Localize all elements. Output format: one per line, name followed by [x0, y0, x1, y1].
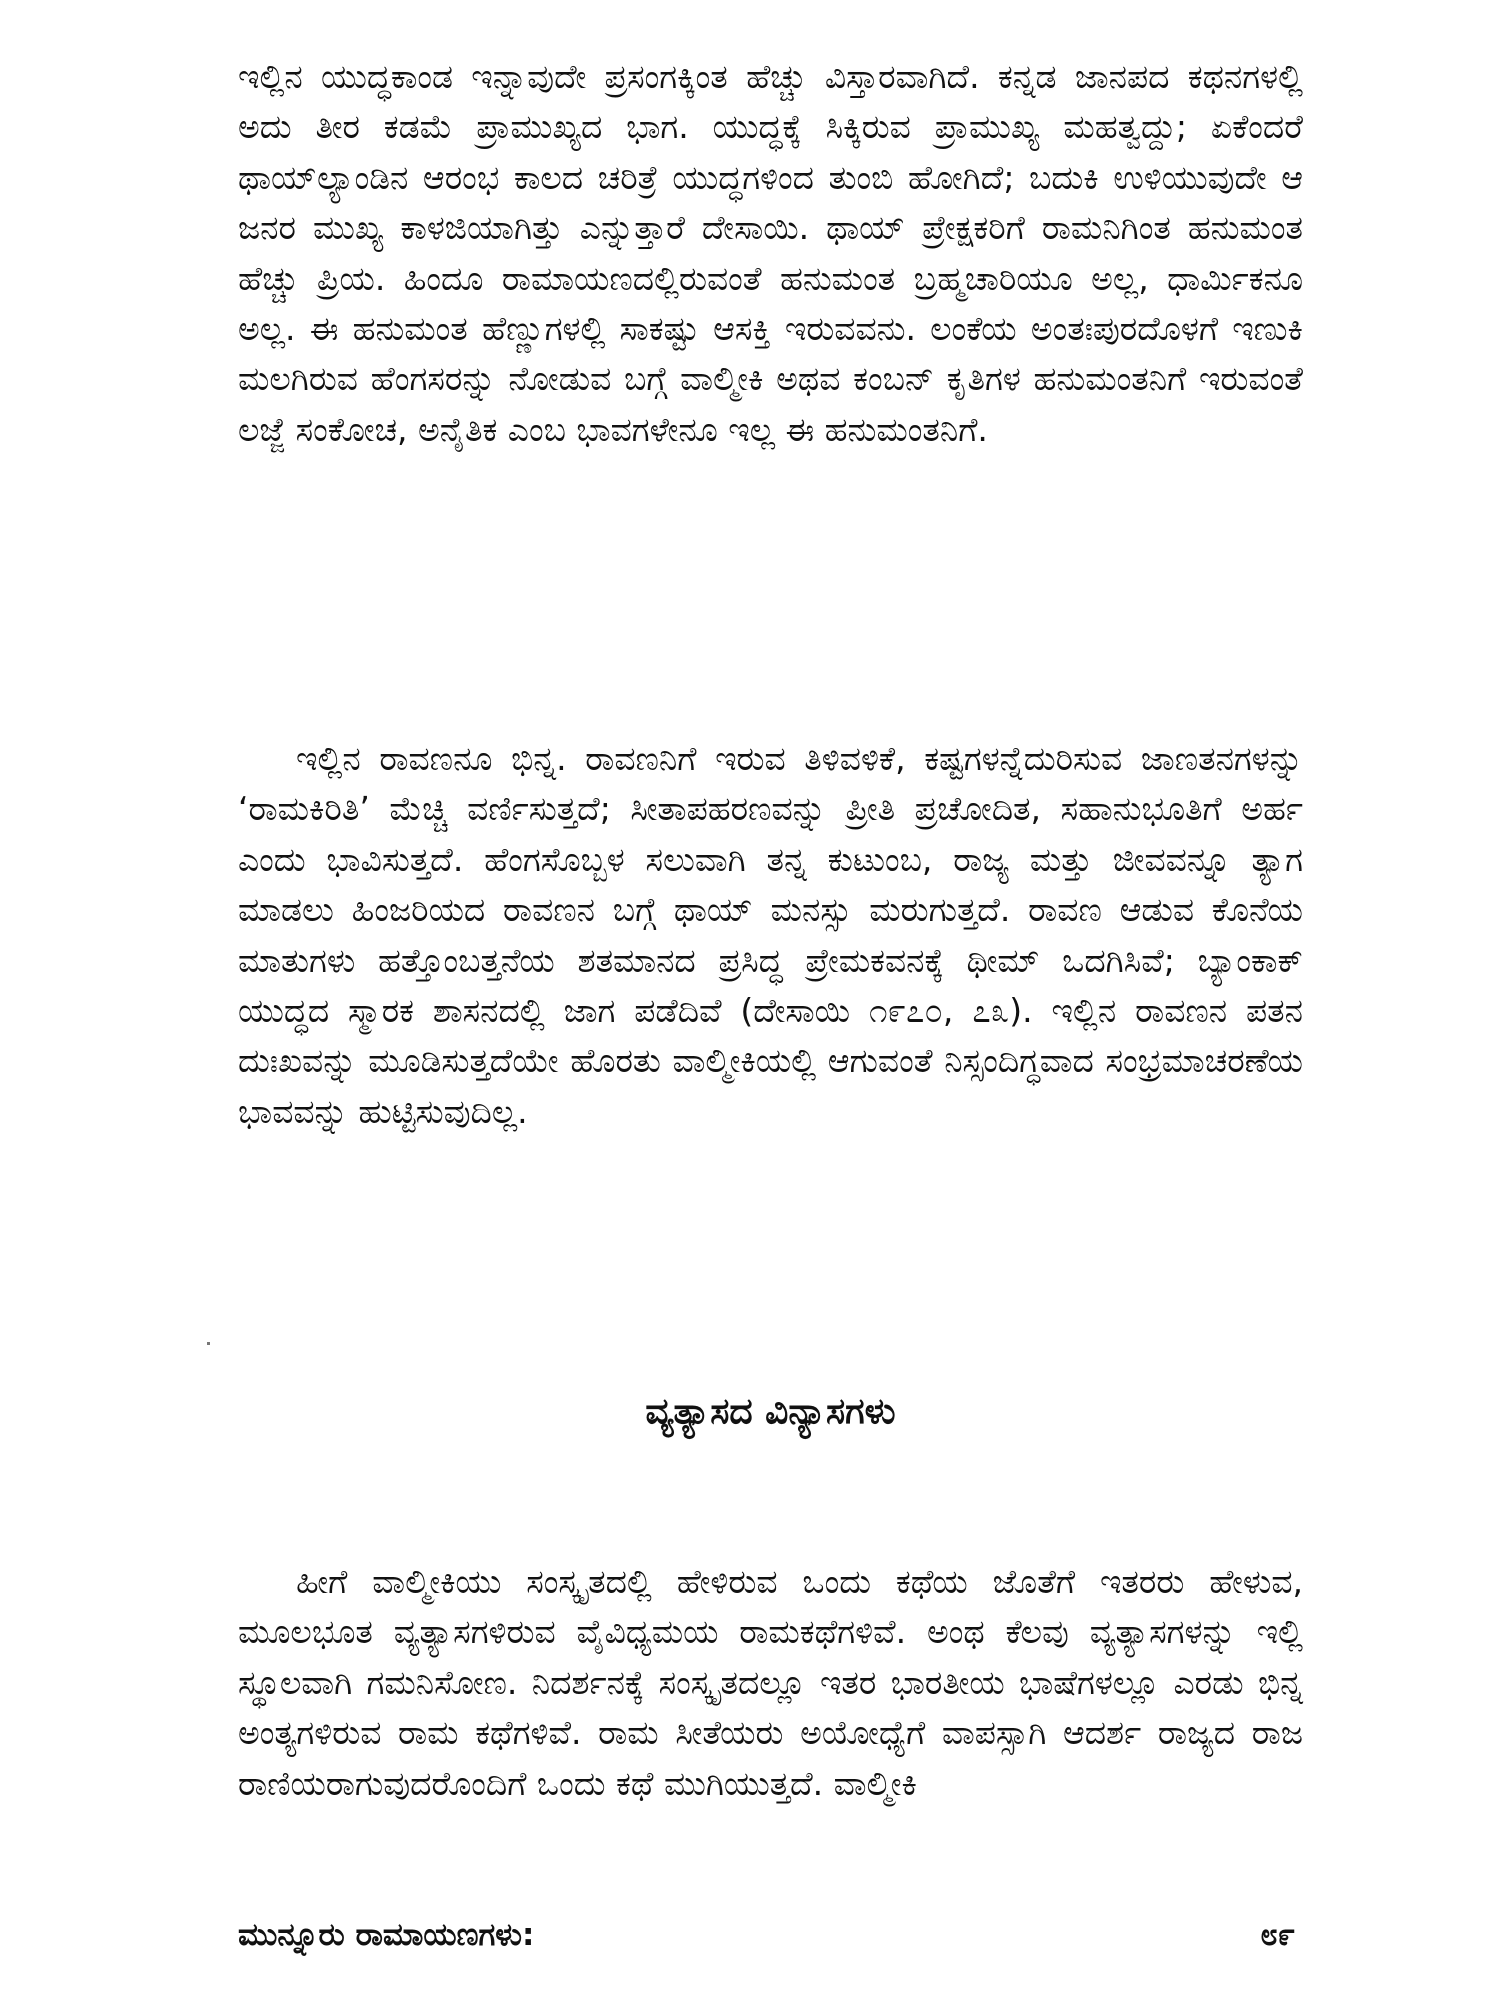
paragraph-variations: ಹೀಗೆ ವಾಲ್ಮೀಕಿಯು ಸಂಸ್ಕೃತದಲ್ಲಿ ಹೇಳಿರುವ ಒಂದು ಕಥೆಯ ಜೊತೆಗೆ ಇತರರು ಹೇಳುವ, ಮೂಲಭೂತ ವ್ಯತ್ಯಾಸಗಳಿರುವ ವೈವಿಧ್ಯಮಯ ರಾಮಕಥೆಗಳಿವೆ. ಅಂಥ ಕೆಲವು ವ್ಯತ್ಯಾಸಗಳನ್ನು ಇಲ್ಲಿ ಸ್ಥೂಲವಾಗಿ ಗಮನಿಸೋಣ. ನಿದರ್ಶನಕ್ಕೆ ಸಂಸ್ಕೃತದಲ್ಲೂ ಇತರ ಭಾರತೀಯ ಭಾಷೆಗಳಲ್ಲೂ ಎರಡು ಭಿನ್ನ ಅಂತ್ಯಗಳಿರುವ ರಾಮ ಕಥೆಗಳಿವೆ. ರಾಮ ಸೀತೆಯರು ಅಯೋಧ್ಯೆಗೆ ವಾಪಸ್ಸಾಗಿ ಆದರ್ಶ ರಾಜ್ಯದ ರಾಜ ರಾಣಿಯರಾಗುವುದರೊಂದಿಗೆ ಒಂದು ಕಥೆ ಮುಗಿಯುತ್ತದೆ. ವಾಲ್ಮೀಕಿ: [238, 1562, 1303, 1803]
paragraph-yuddhakanda: ಇಲ್ಲಿನ ಯುದ್ಧಕಾಂಡ ಇನ್ನಾವುದೇ ಪ್ರಸಂಗಕ್ಕಿಂತ ಹೆಚ್ಚು ವಿಸ್ತಾರವಾಗಿದೆ. ಕನ್ನಡ ಜಾನಪದ ಕಥನಗಳಲ್ಲಿ ಅದು ತೀರ ಕಡಮೆ ಪ್ರಾಮುಖ್ಯದ ಭಾಗ. ಯುದ್ಧಕ್ಕೆ ಸಿಕ್ಕಿರುವ ಪ್ರಾಮುಖ್ಯ ಮಹತ್ವದ್ದು; ಏಕೆಂದರೆ ಥಾಯ್‌ಲ್ಯಾಂಡಿನ ಆರಂಭ ಕಾಲದ ಚರಿತ್ರೆ ಯುದ್ಧಗಳಿಂದ ತುಂಬಿ ಹೋಗಿದೆ; ಬದುಕಿ ಉಳಿಯುವುದೇ ಆ ಜನರ ಮುಖ್ಯ ಕಾಳಜಿಯಾಗಿತ್ತು ಎನ್ನುತ್ತಾರೆ ದೇಸಾಯಿ. ಥಾಯ್ ಪ್ರೇಕ್ಷಕರಿಗೆ ರಾಮನಿಗಿಂತ ಹನುಮಂತ ಹೆಚ್ಚು ಪ್ರಿಯ. ಹಿಂದೂ ರಾಮಾಯಣದಲ್ಲಿರುವಂತೆ ಹನುಮಂತ ಬ್ರಹ್ಮಚಾರಿಯೂ ಅಲ್ಲ, ಧಾರ್ಮಿಕನೂ ಅಲ್ಲ. ಈ ಹನುಮಂತ ಹೆಣ್ಣುಗಳಲ್ಲಿ ಸಾಕಷ್ಟು ಆಸಕ್ತಿ ಇರುವವನು. ಲಂಕೆಯ ಅಂತಃಪುರದೊಳಗೆ ಇಣುಕಿ ಮಲಗಿರುವ ಹೆಂಗಸರನ್ನು ನೋಡುವ ಬಗ್ಗೆ ವಾಲ್ಮೀಕಿ ಅಥವ ಕಂಬನ್ ಕೃತಿಗಳ ಹನುಮಂತನಿಗೆ ಇರುವಂತೆ ಲಜ್ಜೆ ಸಂಕೋಚ, ಅನೈತಿಕ ಎಂಬ ಭಾವಗಳೇನೂ ಇಲ್ಲ ಈ ಹನುಮಂತನಿಗೆ.: [238, 57, 1303, 449]
print-speck: [207, 1342, 210, 1345]
paragraph-ravana: ಇಲ್ಲಿನ ರಾವಣನೂ ಭಿನ್ನ. ರಾವಣನಿಗೆ ಇರುವ ತಿಳಿವಳಿಕೆ, ಕಷ್ಟಗಳನ್ನೆದುರಿಸುವ ಜಾಣತನಗಳನ್ನು ‘ರಾಮಕಿರಿತಿ’ ಮೆಚ್ಚಿ ವರ್ಣಿಸುತ್ತದೆ; ಸೀತಾಪಹರಣವನ್ನು ಪ್ರೀತಿ ಪ್ರಚೋದಿತ, ಸಹಾನುಭೂತಿಗೆ ಅರ್ಹ ಎಂದು ಭಾವಿಸುತ್ತದೆ. ಹೆಂಗಸೊಬ್ಬಳ ಸಲುವಾಗಿ ತನ್ನ ಕುಟುಂಬ, ರಾಜ್ಯ ಮತ್ತು ಜೀವವನ್ನೂ ತ್ಯಾಗ ಮಾಡಲು ಹಿಂಜರಿಯದ ರಾವಣನ ಬಗ್ಗೆ ಥಾಯ್ ಮನಸ್ಸು ಮರುಗುತ್ತದೆ. ರಾವಣ ಆಡುವ ಕೊನೆಯ ಮಾತುಗಳು ಹತ್ತೊಂಬತ್ತನೆಯ ಶತಮಾನದ ಪ್ರಸಿದ್ಧ ಪ್ರೇಮಕವನಕ್ಕೆ ಥೀಮ್ ಒದಗಿಸಿವೆ; ಬ್ಯಾಂಕಾಕ್ ಯುದ್ಧದ ಸ್ಮಾರಕ ಶಾಸನದಲ್ಲಿ ಜಾಗ ಪಡೆದಿವೆ (ದೇಸಾಯಿ ೧೯೭೦, ೭೩). ಇಲ್ಲಿನ ರಾವಣನ ಪತನ ದುಃಖವನ್ನು ಮೂಡಿಸುತ್ತದೆಯೇ ಹೊರತು ವಾಲ್ಮೀಕಿಯಲ್ಲಿ ಆಗುವಂತೆ ನಿಸ್ಸಂದಿಗ್ಧವಾದ ಸಂಭ್ರಮಾಚರಣೆಯ ಭಾವವನ್ನು ಹುಟ್ಟಿಸುವುದಿಲ್ಲ.: [238, 739, 1303, 1131]
page-number: ೮೯: [1260, 1917, 1295, 1953]
running-footer-title: ಮುನ್ನೂರು ರಾಮಾಯಣಗಳು:: [238, 1917, 535, 1953]
section-heading: ವ್ಯತ್ಯಾಸದ ವಿನ್ಯಾಸಗಳು: [645, 1391, 896, 1432]
